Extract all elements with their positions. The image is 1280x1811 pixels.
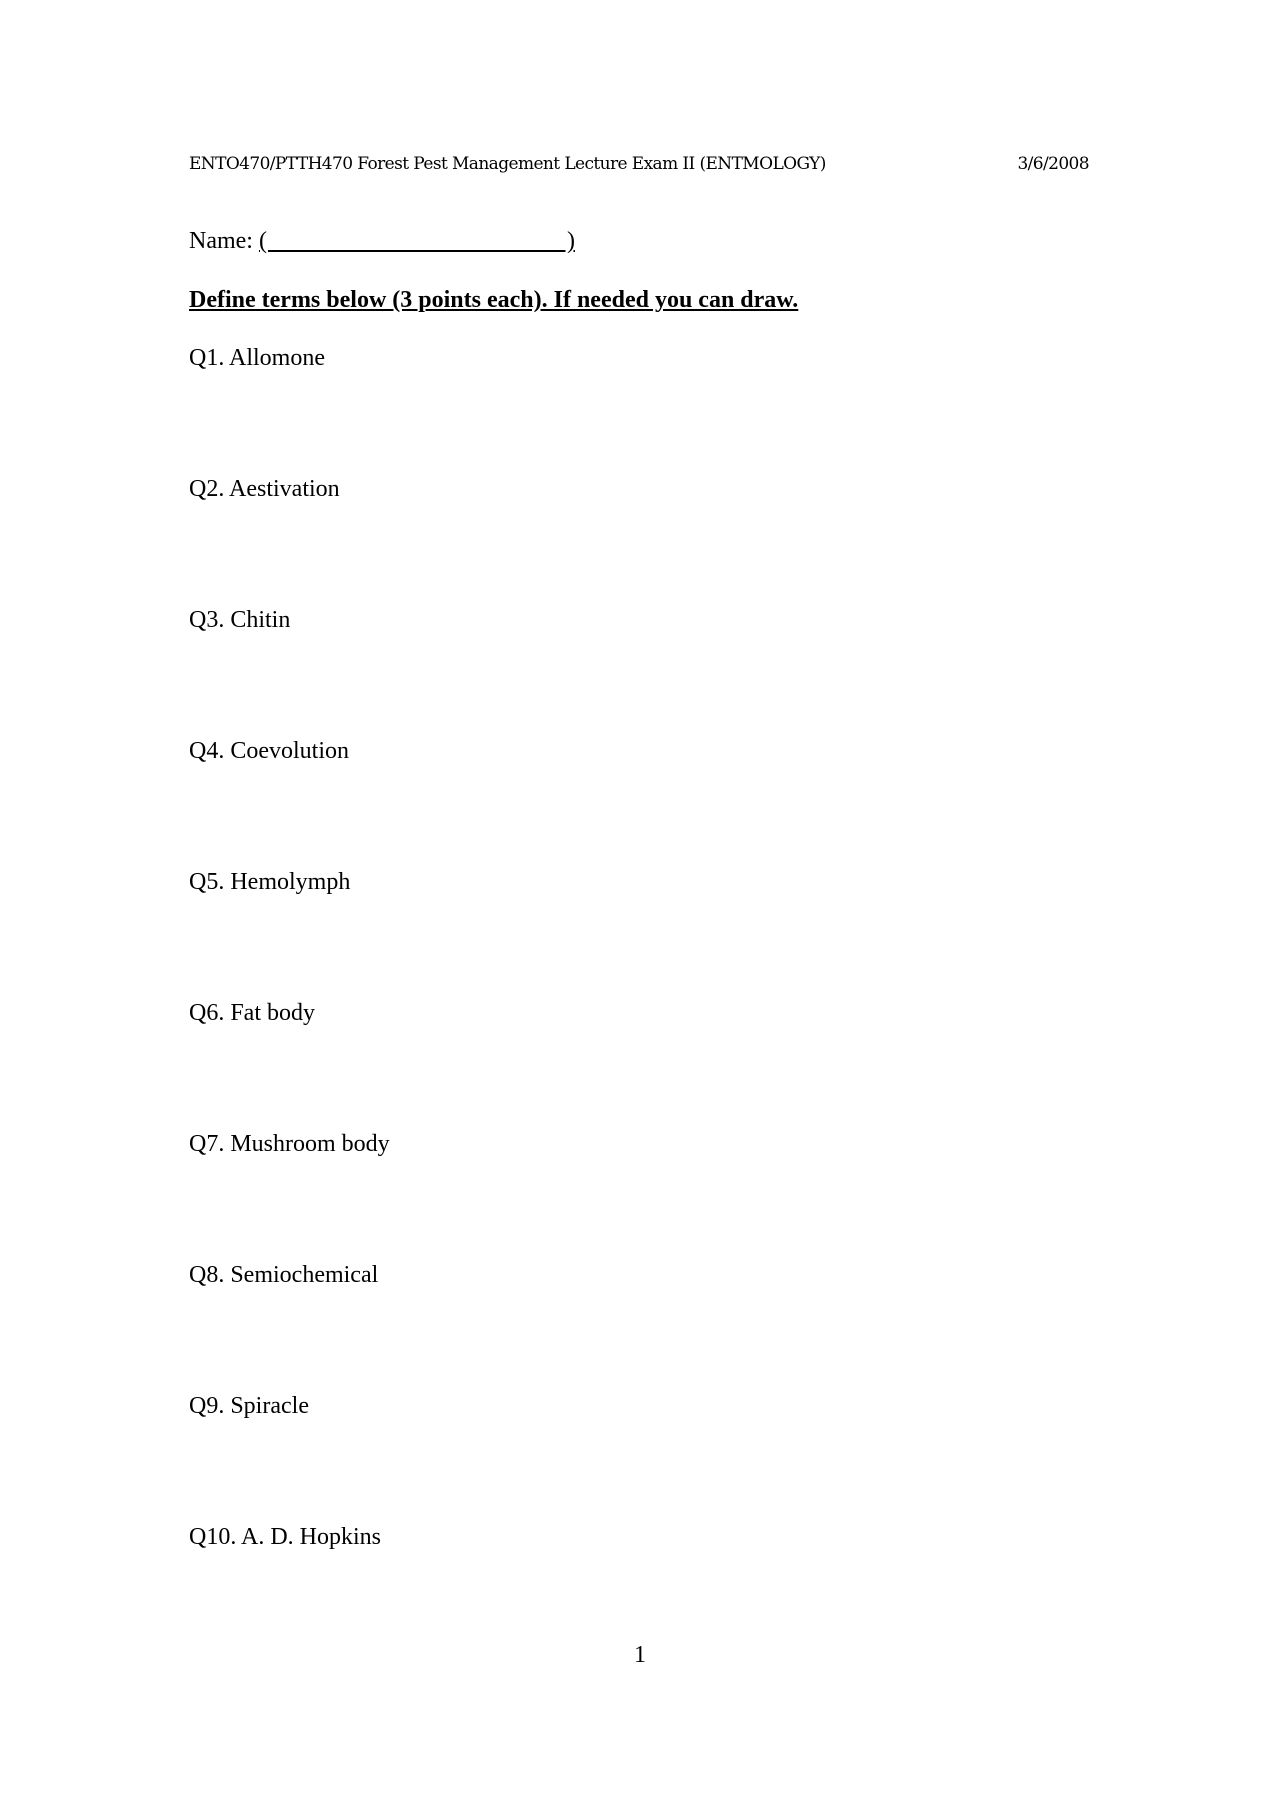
question-5: Q5. Hemolymph (189, 869, 351, 895)
question-3: Q3. Chitin (189, 607, 291, 633)
page-number: 1 (634, 1642, 646, 1668)
page-header (189, 154, 1089, 178)
name-blank[interactable]: ( ) (258, 228, 575, 254)
name-label: Name: (189, 228, 259, 254)
exam-date: 3/6/2008 (1017, 154, 1089, 174)
question-9: Q9. Spiracle (189, 1393, 309, 1419)
instructions: Define terms below (3 points each). If needed you can draw. (189, 287, 799, 313)
question-list (189, 344, 390, 1654)
question-6: Q6. Fat body (189, 1000, 315, 1026)
name-field[interactable] (189, 228, 575, 255)
question-4: Q4. Coevolution (189, 738, 349, 764)
question-2: Q2. Aestivation (189, 476, 340, 502)
question-10: Q10. A. D. Hopkins (189, 1524, 382, 1550)
question-1: Q1. Allomone (189, 345, 325, 371)
question-8: Q8. Semiochemical (189, 1262, 379, 1288)
exam-title: ENTO470/PTTH470 Forest Pest Management Lecture Exam II (ENTMOLOGY) (189, 154, 826, 174)
question-7: Q7. Mushroom body (189, 1131, 390, 1157)
